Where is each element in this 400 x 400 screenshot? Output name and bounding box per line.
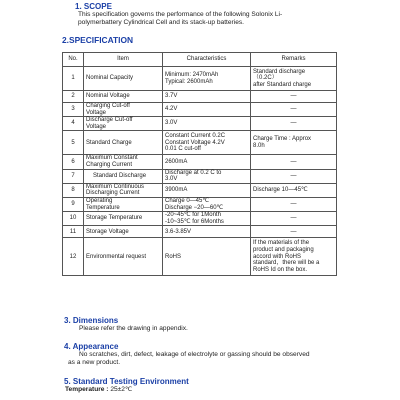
temperature-value: 25±2℃ [110, 386, 133, 393]
remarks-text: RoHS Id on the box. [253, 266, 308, 273]
table-row [63, 212, 337, 226]
cell-remarks [251, 197, 337, 211]
table-row [63, 131, 337, 155]
characteristics-text: 3.7V [165, 93, 178, 100]
item-text: Storage Voltage [86, 228, 129, 235]
row-number: 6 [71, 158, 75, 165]
dimensions-heading: 3. Dimensions [64, 316, 119, 325]
appearance-text-line-1: No scratches, dirt, defect, leakage of electrolyte or gassing should be observed [79, 351, 310, 358]
cell-item [84, 67, 163, 91]
testing-environment-heading: 5. Standard Testing Environment [64, 377, 189, 386]
cell-characteristics [163, 197, 251, 211]
specification-table [62, 52, 337, 276]
table-row [63, 197, 337, 211]
remarks-text: — [290, 158, 297, 165]
remarks-text: — [290, 120, 297, 127]
table-header-row [63, 53, 337, 67]
specification-heading: 2.SPECIFICATION [62, 35, 134, 45]
table-row [63, 67, 337, 91]
remarks-text: （0.2C） [253, 75, 278, 82]
cell-no [63, 212, 84, 226]
scope-text-line-2: polymerbattery Cylindrical Cell and its stack-up batteries. [78, 19, 245, 26]
characteristics-text: Minimum: 2470mAh [165, 71, 219, 78]
cell-item [84, 103, 163, 117]
row-number: 1 [71, 75, 75, 82]
characteristics-text: 4.2V [165, 106, 178, 113]
item-text: Charging Cut-off [86, 103, 130, 109]
characteristics-text: Charge 0—45℃ [165, 197, 210, 204]
characteristics-text: 3.0V [165, 120, 178, 127]
remarks-text: Standard discharge [253, 68, 306, 75]
cell-no [63, 117, 84, 131]
item-text: Nominal Voltage [86, 93, 130, 100]
table-row [63, 238, 337, 276]
item-text: Standard Discharge [93, 172, 147, 179]
row-number: 10 [69, 215, 77, 222]
header-characteristics: Characteristics [163, 53, 251, 67]
cell-characteristics [163, 91, 251, 103]
row-number: 9 [71, 201, 75, 208]
cell-no [63, 131, 84, 155]
table-row [63, 226, 337, 238]
remarks-text: standard，there will be a [253, 260, 320, 267]
remarks-text: — [290, 228, 297, 235]
cell-characteristics [163, 169, 251, 183]
cell-item [84, 183, 163, 197]
remarks-text: Discharge 10—45℃ [253, 187, 308, 194]
table-row [63, 169, 337, 183]
cell-characteristics [163, 183, 251, 197]
cell-item [84, 197, 163, 211]
cell-remarks [251, 169, 337, 183]
cell-item [84, 117, 163, 131]
cell-remarks [251, 91, 337, 103]
row-number: 11 [69, 228, 77, 235]
row-number: 5 [71, 139, 75, 146]
item-text: Voltage [86, 109, 107, 116]
cell-item [84, 212, 163, 226]
header-no: No. [63, 53, 84, 67]
row-number: 2 [71, 93, 75, 100]
remarks-text: product and packaging [253, 246, 314, 253]
item-text: Storage Temperature [86, 215, 143, 222]
cell-item [84, 169, 163, 183]
item-text: Charging Current [86, 161, 133, 168]
cell-no [63, 67, 84, 91]
item-text: Environmental request [86, 253, 147, 260]
characteristics-text: RoHS [165, 253, 182, 260]
table-row [63, 155, 337, 169]
item-text: Discharge Cut-off [86, 117, 133, 124]
appearance-text-line-2: as a new product. [68, 359, 121, 366]
item-text: Maximum Constant [86, 155, 138, 162]
cell-remarks [251, 103, 337, 117]
appearance-heading: 4. Appearance [64, 342, 119, 351]
cell-remarks [251, 155, 337, 169]
remarks-text: — [290, 106, 297, 113]
item-text: Operating [86, 197, 113, 204]
row-number: 3 [71, 106, 75, 113]
cell-characteristics [163, 103, 251, 117]
cell-no [63, 197, 84, 211]
cell-remarks [251, 67, 337, 91]
dimensions-text: Please refer the drawing in appendix. [79, 325, 188, 332]
characteristics-text: Discharge at 0.2 C to [165, 169, 222, 176]
remarks-text: — [290, 172, 297, 179]
remarks-text: Charge Time : Approx [253, 136, 312, 143]
item-text: Standard Charge [86, 139, 132, 146]
cell-remarks [251, 131, 337, 155]
characteristics-text: -10~35℃ for 6Months [165, 218, 224, 225]
cell-item [84, 155, 163, 169]
remarks-text: — [290, 215, 297, 222]
header-item: Item [84, 53, 163, 67]
cell-no [63, 155, 84, 169]
cell-remarks [251, 212, 337, 226]
cell-no [63, 103, 84, 117]
row-number: 7 [71, 172, 75, 179]
characteristics-text: Discharge −20—60℃ [165, 204, 224, 211]
characteristics-text: 3.6-3.85V [165, 228, 192, 235]
remarks-text: after Standard charge [253, 81, 312, 88]
cell-characteristics [163, 155, 251, 169]
cell-no [63, 169, 84, 183]
cell-characteristics [163, 238, 251, 276]
cell-characteristics [163, 67, 251, 91]
cell-no [63, 183, 84, 197]
cell-remarks [251, 238, 337, 276]
scope-text-line-1: This specification governs the performance of the following Solonix Li- [78, 11, 283, 18]
cell-item [84, 238, 163, 276]
cell-no [63, 226, 84, 238]
header-remarks: Remarks [251, 53, 337, 67]
cell-characteristics [163, 117, 251, 131]
cell-item [84, 91, 163, 103]
characteristics-text: 0.01 C cut-off [165, 146, 201, 153]
item-text: Voltage [86, 123, 107, 130]
characteristics-text: 3.0V [165, 176, 178, 183]
item-text: Temperature [86, 204, 120, 211]
cell-characteristics [163, 212, 251, 226]
item-text: Discharging Current [86, 190, 140, 197]
remarks-text: If the materials of the [253, 240, 310, 247]
characteristics-text: 2600mA [165, 158, 188, 165]
cell-characteristics [163, 226, 251, 238]
row-number: 4 [71, 120, 75, 127]
cell-no [63, 91, 84, 103]
characteristics-text: -20~45℃ for 1Month [165, 212, 221, 219]
characteristics-text: Constant Current 0.2C [165, 132, 226, 139]
item-text: Maximum Continuous [86, 183, 145, 190]
cell-no [63, 238, 84, 276]
cell-remarks [251, 226, 337, 238]
table-row [63, 183, 337, 197]
cell-remarks [251, 183, 337, 197]
specification-table-body [63, 67, 337, 276]
cell-characteristics [163, 131, 251, 155]
cell-remarks [251, 117, 337, 131]
row-number: 12 [69, 253, 77, 260]
temperature-line [65, 386, 132, 393]
characteristics-text: 3900mA [165, 187, 188, 194]
table-row [63, 117, 337, 131]
table-row [63, 91, 337, 103]
item-text: Nominal Capacity [86, 75, 134, 82]
scope-heading: 1. SCOPE [75, 2, 112, 11]
characteristics-text: Constant Voltage 4.2V [165, 139, 225, 146]
remarks-text: — [290, 201, 297, 208]
remarks-text: 8.0h [253, 142, 265, 149]
cell-item [84, 131, 163, 155]
temperature-label: Temperature : [65, 386, 109, 393]
remarks-text: accord with RoHS [253, 253, 302, 260]
characteristics-text: Typical: 2600mAh [165, 78, 213, 85]
row-number: 8 [71, 187, 75, 194]
remarks-text: — [290, 93, 297, 100]
cell-item [84, 226, 163, 238]
table-row [63, 103, 337, 117]
